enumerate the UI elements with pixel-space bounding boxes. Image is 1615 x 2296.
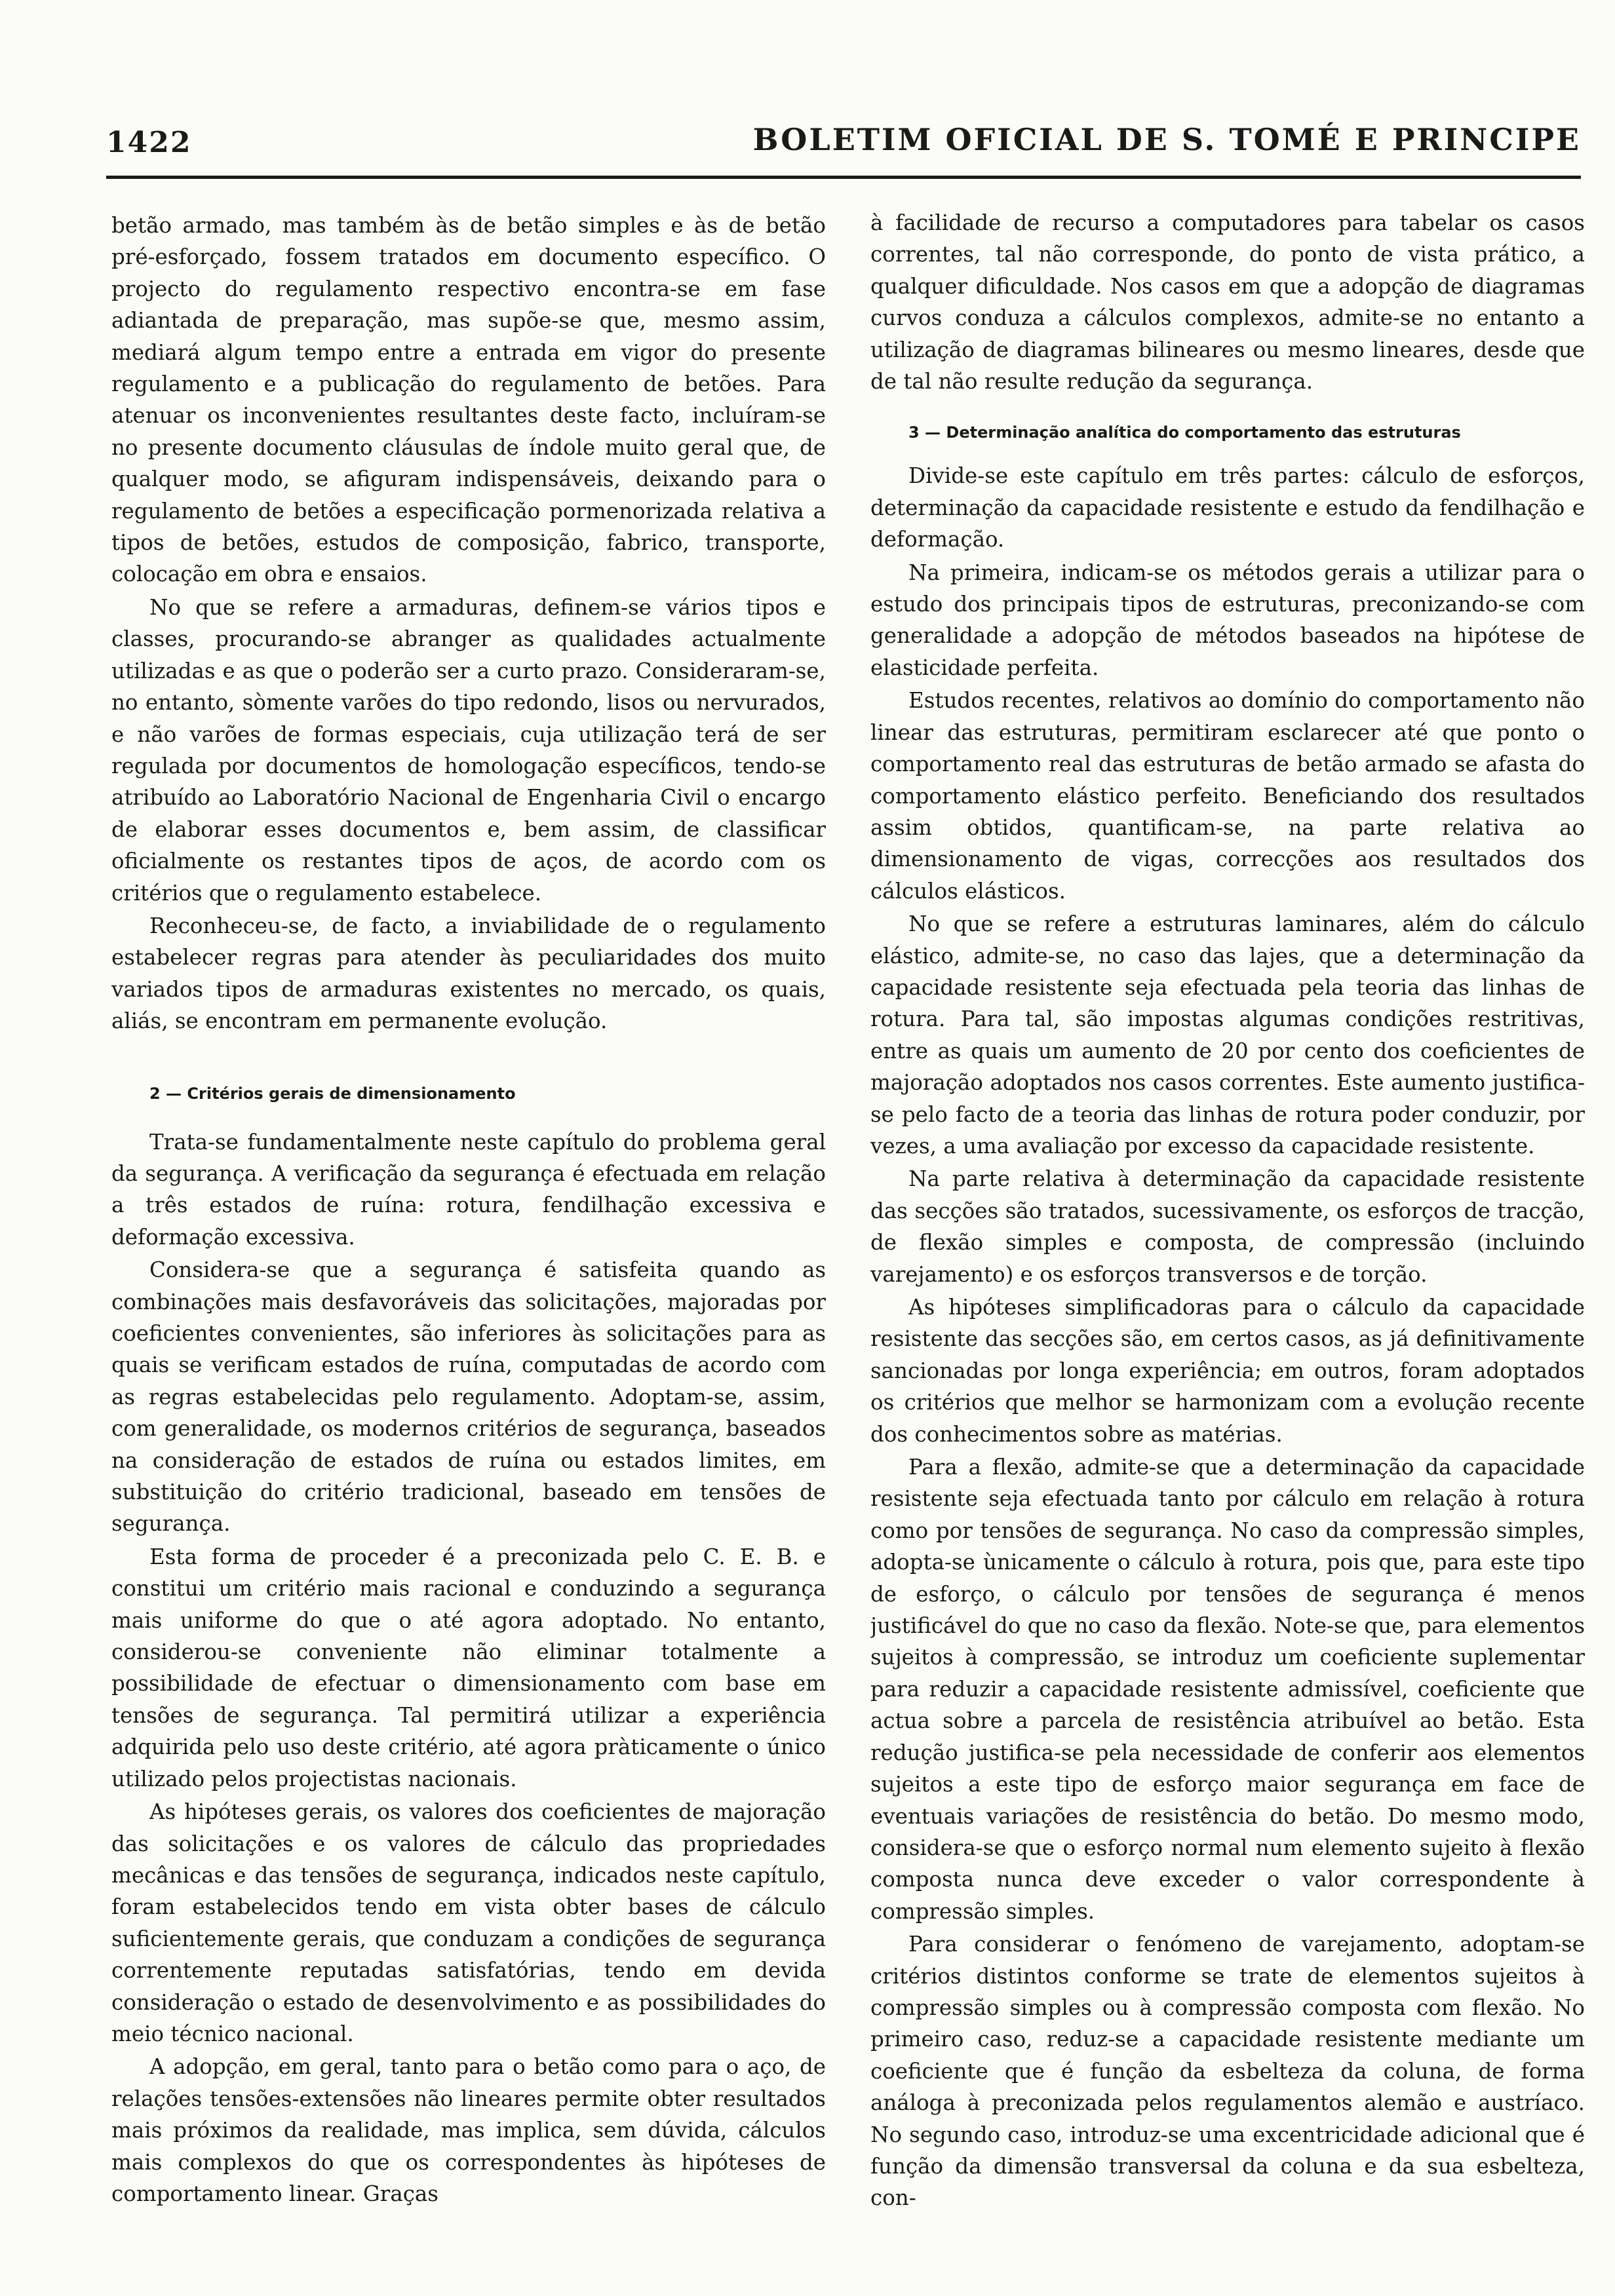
paragraph: à facilidade de recurso a computadores para tabelar os casos correntes, tal não corresponde, do ponto de vista prático, a qualquer dificuldade. Nos casos em que a adopção de diagramas curvos conduza a cálculos complexos, admite-se no entanto a utilização de diagramas bilineares ou mesmo lineares, desde que de tal não resulte redução da segurança. <box>870 210 1585 394</box>
paragraph: Para considerar o fenómeno de varejamento, adoptam-se critérios distintos conforme se trate de elementos sujeitos à compressão simples ou à compressão composta com flexão. No primeiro caso, reduz-se a capacidade resistente mediante um coeficiente que é função da esbelteza da coluna, de forma análoga à preconizada pelos regulamentos alemão e austríaco. No segundo caso, introduz-se uma excentricidade adicional que é função da dimensão transversal da coluna e da sua esbelteza, con- <box>870 1932 1585 2211</box>
paragraph: As hipóteses gerais, os valores dos coeficientes de majoração das solicitações e os valores de cálculo das propriedades mecânicas e das tensões de segurança, indicados neste capítulo, foram estabelecidos tendo em vista obter bases de cálculo suficientemente gerais, que conduzam a condições de segurança correntemente reputadas satisfatórias, tendo em devida consideração o estado de desenvolvimento e as possibilidades do meio técnico nacional. <box>111 1799 826 2046</box>
left-column <box>111 210 826 2254</box>
paragraph: Esta forma de proceder é a preconizada pelo C. E. B. e constitui um critério mais racional e conduzindo a segurança mais uniforme do que o até agora adoptado. No entanto, considerou-se conveniente não eliminar totalmente a possibilidade de efectuar o dimensionamento com base em tensões de segurança. Tal permitirá utilizar a experiência adquirida pelo uso deste critério, até agora pràticamente o único utilizado pelos projectistas nacionais. <box>111 1544 826 1791</box>
paragraph: As hipóteses simplificadoras para o cálculo da capacidade resistente das secções são, em certos casos, as já definitivamente sancionadas por longa experiência; em outros, foram adoptados os critérios que melhor se harmonizam com a evolução recente dos conhecimentos sobre as matérias. <box>870 1295 1585 1447</box>
paragraph: betão armado, mas também às de betão simples e às de betão pré-esforçado, fossem tratados em documento específico. O projecto do regulamento respectivo encontra-se em fase adiantada de preparação, mas supõe-se que, mesmo assim, mediará algum tempo entre a entrada em vigor do presente regulamento e a publicação do regulamento de betões. Para atenuar os inconvenientes resultantes deste facto, incluíram-se no presente documento cláusulas de índole muito geral que, de qualquer modo, se afiguram indispensáveis, deixando para o regulamento de betões a especificação pormenorizada relativa a tipos de betões, estudos de composição, fabrico, transporte, colocação em obra e ensaios. <box>111 213 826 587</box>
paragraph: Divide-se este capítulo em três partes: cálculo de esforços, determinação da capacidade resistente e estudo da fendilhação e deformação. <box>870 463 1585 552</box>
page-number: 1422 <box>106 126 192 159</box>
paragraph: Na parte relativa à determinação da capacidade resistente das secções são tratados, sucessivamente, os esforços de tracção, de flexão simples e composta, de compressão (incluindo varejamento) e os esforços transversos e de torção. <box>870 1166 1585 1287</box>
header-rule <box>106 176 1581 179</box>
paragraph: Reconheceu-se, de facto, a inviabilidade de o regulamento estabelecer regras para atender às peculiaridades dos muito variados tipos de armaduras existentes no mercado, os quais, aliás, se encontram em permanente evolução. <box>111 913 826 1034</box>
paragraph: A adopção, em geral, tanto para o betão como para o aço, de relações tensões-extensões não lineares permite obter resultados mais próximos da realidade, mas implica, sem dúvida, cálculos mais complexos do que os correspondentes às hipóteses de comportamento linear. Graças <box>111 2054 826 2206</box>
section-heading: 3 — Determinação analítica do comportamento das estruturas <box>908 423 1461 442</box>
paragraph: Para a flexão, admite-se que a determinação da capacidade resistente seja efectuada tanto por cálculo em relação à rotura como por tensões de segurança. No caso da compressão simples, adopta-se ùnicamente o cálculo à rotura, pois que, para este tipo de esforço, o cálculo por tensões de segurança é menos justificável do que no caso da flexão. Note-se que, para elementos sujeitos à compressão, se introduz um coeficiente suplementar para reduzir a capacidade resistente admissível, coeficiente que actua sobre a parcela de resistência atribuível ao betão. Esta redução justifica-se pela necessidade de conferir aos elementos sujeitos a este tipo de esforço maior segurança em face de eventuais variações de resistência do betão. Do mesmo modo, considera-se que o esforço normal num elemento sujeito à flexão composta nunca deve exceder o valor correspondente à compressão simples. <box>870 1455 1585 1924</box>
paragraph: No que se refere a estruturas laminares, além do cálculo elástico, admite-se, no caso das lajes, que a determinação da capacidade resistente seja efectuada pela teoria das linhas de rotura. Para tal, são impostas algumas condições restritivas, entre as quais um aumento de 20 por cento dos coeficientes de majoração adoptados nos casos correntes. Este aumento justifica-se pelo facto de a teoria das linhas de rotura poder conduzir, por vezes, a uma avaliação por excesso da capacidade resistente. <box>870 911 1585 1158</box>
paragraph: Trata-se fundamentalmente neste capítulo do problema geral da segurança. A verificação da segurança é efectuada em relação a três estados de ruína: rotura, fendilhação excessiva e deformação excessiva. <box>111 1129 826 1250</box>
paragraph: Estudos recentes, relativos ao domínio do comportamento não linear das estruturas, permitiram esclarecer até que ponto o comportamento real das estruturas de betão armado se afasta do comportamento elástico perfeito. Beneficiando dos resultados assim obtidos, quantificam-se, na parte relativa ao dimensionamento de vigas, correcções aos resultados dos cálculos elásticos. <box>870 688 1585 904</box>
paragraph: No que se refere a armaduras, definem-se vários tipos e classes, procurando-se abranger as qualidades actualmente utilizadas e as que o poderão ser a curto prazo. Consideraram-se, no entanto, sòmente varões do tipo redondo, lisos ou nervurados, e não varões de formas especiais, cuja utilização terá de ser regulada por documentos de homologação específicos, tendo-se atribuído ao Laboratório Nacional de Engenharia Civil o encargo de elaborar esses documentos e, bem assim, de classificar oficialmente os restantes tipos de aços, de acordo com os critérios que o regulamento estabelece. <box>111 594 826 906</box>
right-column <box>870 207 1585 2251</box>
section-heading: 2 — Critérios gerais de dimensionamento <box>149 1084 516 1103</box>
journal-title: BOLETIM OFICIAL DE S. TOMÉ E PRINCIPE <box>752 122 1581 157</box>
paragraph: Na primeira, indicam-se os métodos gerais a utilizar para o estudo dos principais tipos de estruturas, preconizando-se com generalidade a adopção de métodos baseados na hipótese de elasticidade perfeita. <box>870 560 1585 680</box>
page-header <box>106 113 1581 165</box>
paragraph: Considera-se que a segurança é satisfeita quando as combinações mais desfavoráveis das solicitações, majoradas por coeficientes convenientes, são inferiores às solicitações para as quais se verificam estados de ruína, computadas de acordo com as regras estabelecidas pelo regulamento. Adoptam-se, assim, com generalidade, os modernos critérios de segurança, baseados na consideração de estados de ruína ou estados limites, em substituição do critério tradicional, baseado em tensões de segurança. <box>111 1257 826 1537</box>
